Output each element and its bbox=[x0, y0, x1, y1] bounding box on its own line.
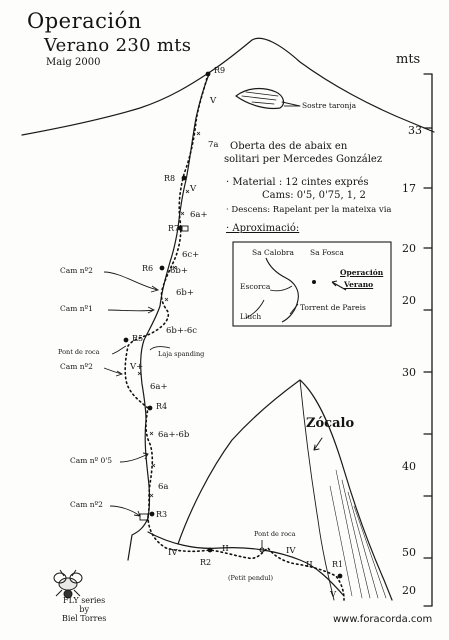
belay-dot-r1 bbox=[338, 574, 343, 579]
belay-label-r3: R3 bbox=[156, 510, 168, 519]
gear-note-pont-roca: Pont de roca bbox=[58, 348, 100, 356]
feature-laja: Laja spanding bbox=[158, 350, 205, 358]
gear-note-cam2-low: Cam nº2 bbox=[70, 500, 103, 509]
arrow-cam2-top bbox=[104, 272, 158, 292]
belay-dot-r2 bbox=[208, 548, 213, 553]
scale-label: 17 bbox=[402, 182, 416, 195]
gear-note-cam2-top: Cam nº2 bbox=[60, 266, 93, 275]
map-label-route-1: Operación bbox=[340, 268, 384, 277]
grade-label: 6a+-6b bbox=[158, 430, 190, 440]
r7-station-box bbox=[182, 226, 188, 231]
belay-label-r2: R2 bbox=[200, 558, 212, 567]
footer-website-link[interactable]: www.foracorda.com bbox=[333, 614, 433, 625]
info-approach: · Aproximació: bbox=[226, 223, 300, 234]
map-label-escorca: Escorca bbox=[240, 282, 271, 291]
orange-roof-shape bbox=[236, 89, 283, 109]
grade-label: 6b+ bbox=[176, 288, 194, 298]
info-material-line2: Cams: 0'5, 0'75, 1, 2 bbox=[262, 190, 366, 201]
route-line-upper bbox=[125, 74, 208, 516]
map-label-route-2: Verano bbox=[344, 280, 374, 289]
belay-label-r9: R9 bbox=[214, 66, 226, 75]
grade-label: V bbox=[190, 184, 197, 194]
fly-series-logo-text bbox=[62, 596, 106, 623]
belay-dot-r5 bbox=[124, 338, 129, 343]
arrow-cam2-low bbox=[110, 506, 140, 516]
grade-label: 6c+ bbox=[182, 250, 200, 260]
feature-sostre-taronja: Sostre taronja bbox=[302, 101, 357, 110]
grade-label: IV bbox=[168, 548, 178, 558]
arrow-cam05 bbox=[120, 453, 148, 462]
belay-dot-r4 bbox=[148, 406, 153, 411]
grade-label: 6a+ bbox=[150, 382, 168, 392]
scale-label: 40 bbox=[402, 460, 416, 473]
logo-line1: FLY series bbox=[63, 596, 106, 605]
grade-label: 6b+-6c bbox=[166, 326, 198, 336]
route-line-approach bbox=[148, 516, 344, 600]
r3-station-box bbox=[140, 514, 148, 520]
scale-label: 50 bbox=[402, 546, 416, 559]
map-label-torrent: Torrent de Pareis bbox=[300, 303, 366, 312]
info-material-line1: · Material : 12 cintes exprés bbox=[226, 177, 369, 188]
scale-label: 20 bbox=[402, 242, 416, 255]
grade-label: 6a+ bbox=[190, 210, 208, 220]
gear-note-cam05: Cam nº 0'5 bbox=[70, 456, 113, 465]
scale-label: 30 bbox=[402, 366, 416, 379]
scale-unit-label: mts bbox=[396, 52, 421, 67]
info-opened-line2: solitari per Mercedes González bbox=[224, 154, 383, 165]
grade-label: V bbox=[330, 590, 337, 600]
arrow-cam1 bbox=[108, 307, 154, 313]
zocalo-outline bbox=[178, 380, 392, 600]
arrow-cam2-mid bbox=[104, 368, 122, 376]
grade-label: V bbox=[210, 96, 217, 106]
belay-label-r4: R4 bbox=[156, 402, 168, 411]
base-ledge-line bbox=[148, 532, 344, 596]
grade-label: 6b+ bbox=[170, 266, 188, 276]
map-label-sa-fosca: Sa Fosca bbox=[310, 248, 344, 257]
gear-note-cam1: Cam nº1 bbox=[60, 304, 93, 313]
map-label-lluch: Lluch bbox=[240, 312, 262, 321]
grade-label: V+ bbox=[130, 362, 144, 372]
grade-label: II bbox=[222, 544, 229, 554]
scale-label: 20 bbox=[402, 294, 416, 307]
fly-logo-graphic bbox=[54, 570, 82, 598]
feature-zocalo: Zócalo bbox=[306, 416, 355, 431]
grade-label: 6a bbox=[158, 482, 169, 492]
belay-label-r8: R8 bbox=[164, 174, 176, 183]
belay-dot-r8 bbox=[182, 176, 187, 181]
arrow-pont-roca bbox=[112, 346, 126, 354]
route-date: Maig 2000 bbox=[46, 57, 101, 68]
route-title: Operación bbox=[27, 9, 142, 33]
belay-dot-r3 bbox=[150, 512, 155, 517]
logo-line3: Biel Torres bbox=[62, 614, 107, 623]
info-descent: · Descens: Rapelant per la mateixa via bbox=[226, 205, 392, 215]
scale-label: 33 bbox=[408, 124, 422, 137]
feature-petit-pendul: (Petit pendul) bbox=[228, 574, 273, 582]
belay-label-r7: R7 bbox=[168, 224, 180, 233]
grade-label: II bbox=[306, 560, 313, 570]
gear-note-cam2-mid: Cam nº2 bbox=[60, 362, 93, 371]
scale-label: 20 bbox=[402, 584, 416, 597]
route-subtitle: Verano 230 mts bbox=[44, 35, 192, 56]
feature-pont-roca-bottom: Pont de roca bbox=[254, 530, 296, 538]
info-opened-line1: Oberta des de abaix en bbox=[230, 141, 348, 152]
grade-label: 7a bbox=[208, 140, 219, 150]
belay-label-r5: R5 bbox=[132, 334, 144, 343]
belay-label-r1: R1 bbox=[332, 560, 344, 569]
belay-dot-r9 bbox=[206, 72, 211, 77]
logo-line2: by bbox=[79, 605, 89, 614]
belay-label-r6: R6 bbox=[142, 264, 154, 273]
grade-label: IV bbox=[286, 546, 296, 556]
map-label-sa-calobra: Sa Calobra bbox=[252, 248, 294, 257]
belay-dot-r6 bbox=[160, 266, 165, 271]
